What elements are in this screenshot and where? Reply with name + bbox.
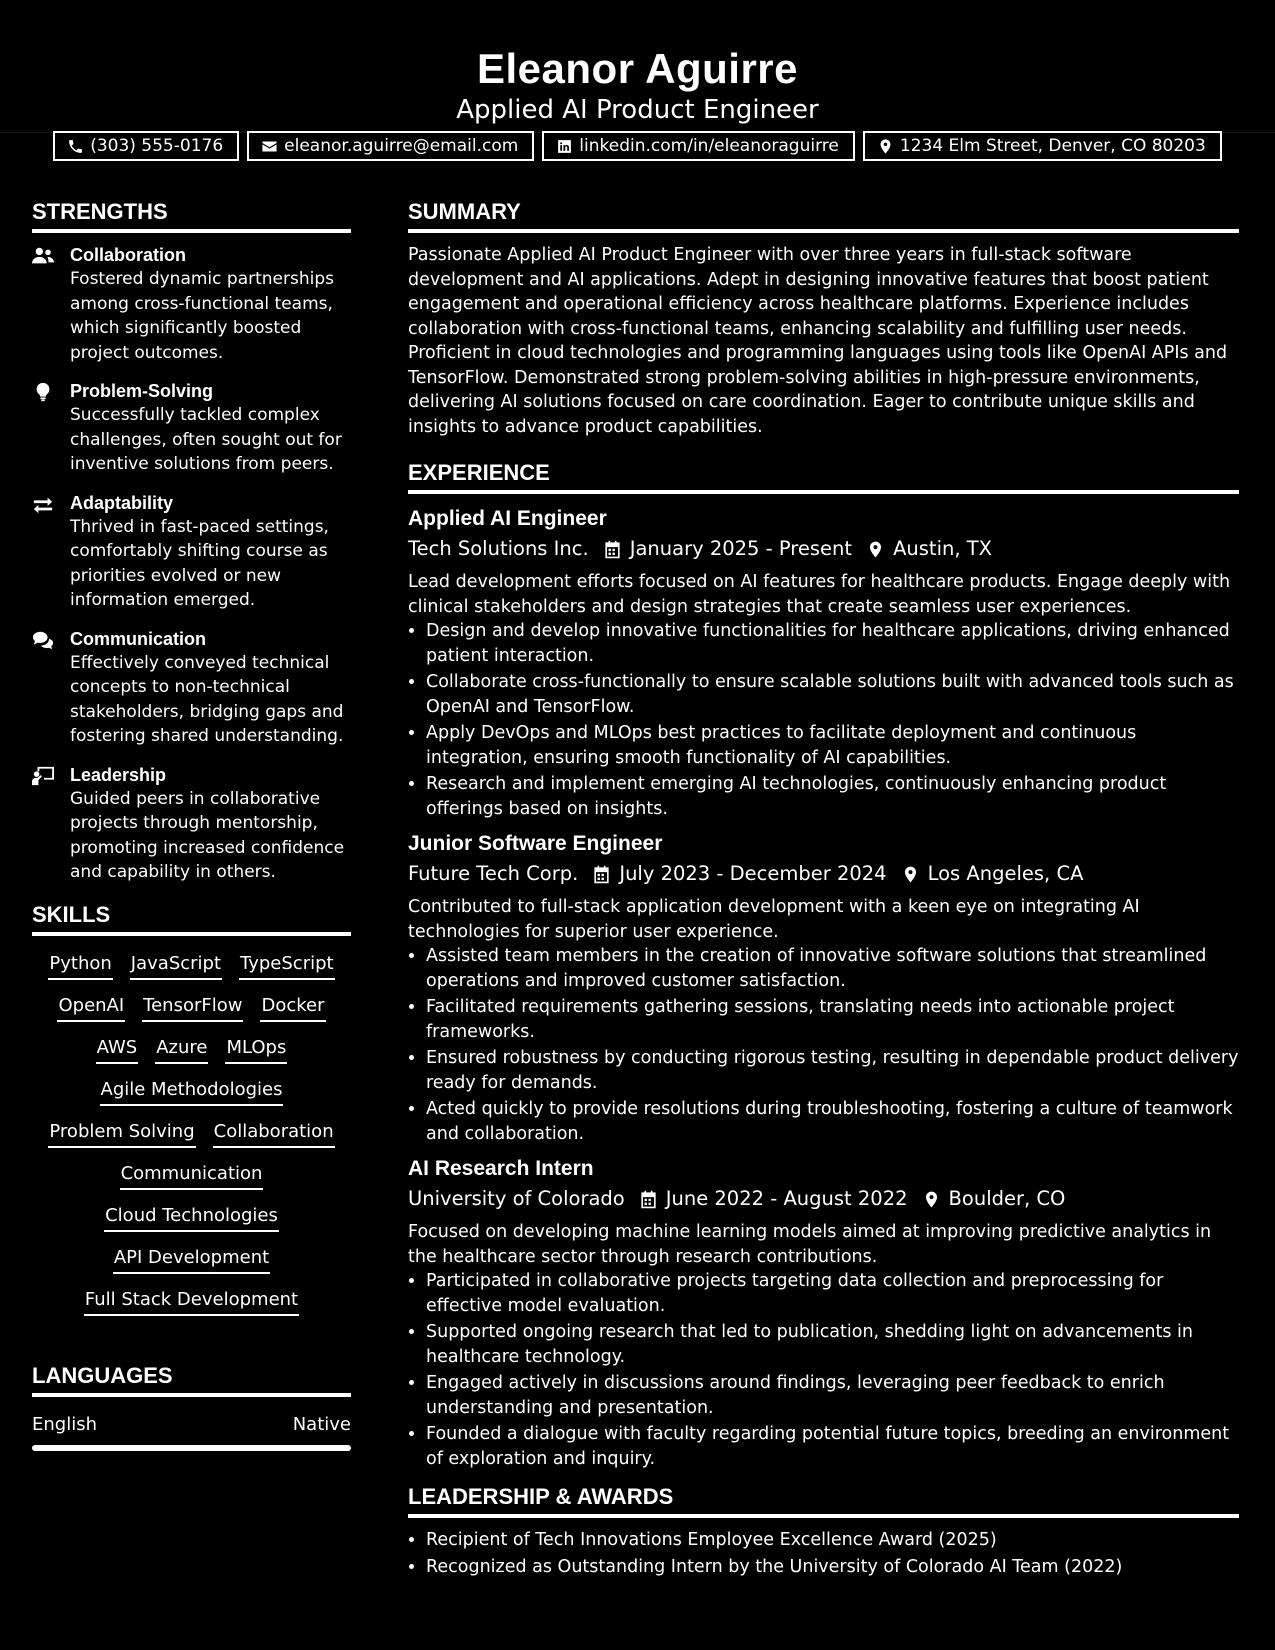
- job-dates: July 2023 - December 2024: [619, 862, 887, 885]
- strength-desc: Successfully tackled complex challenges, often sought out for inventive solutions from peers.: [70, 405, 342, 474]
- job-company: Future Tech Corp.: [408, 862, 579, 885]
- users-icon: [32, 246, 54, 266]
- skill-tag: OpenAI: [57, 992, 125, 1022]
- linkedin-icon: [556, 138, 573, 155]
- job-description: Focused on developing machine learning models aimed at improving predictive analytics in the healthcare sector through research contributions.: [408, 1222, 1212, 1267]
- language-name: English: [32, 1413, 97, 1435]
- skill-tag: Python: [48, 950, 112, 980]
- contact-address: [863, 131, 1222, 161]
- language-level: Native: [292, 1413, 351, 1435]
- job-company: Tech Solutions Inc.: [408, 537, 589, 560]
- job-bullet: • Engaged actively in discussions around findings, leveraging peer feedback to enrich understanding and presentation.: [426, 1371, 1239, 1420]
- skill-row: [113, 1244, 270, 1274]
- skill-row: [57, 992, 325, 1022]
- calendar-icon: [639, 1190, 658, 1209]
- job-bullet: • Design and develop innovative functionalities for healthcare applications, driving enhanced patient interaction.: [426, 619, 1239, 668]
- job-bullet: • Founded a dialogue with faculty regarding potential future topics, breeding an environment of exploration and inquiry.: [426, 1422, 1239, 1471]
- job-title: AI Research Intern: [408, 1157, 594, 1180]
- job-location: Boulder, CO: [948, 1187, 1066, 1210]
- job-bullet: • Supported ongoing research that led to publication, shedding light on advancements in healthcare technology.: [426, 1320, 1239, 1369]
- contact-email[interactable]: [247, 131, 534, 161]
- skill-row: [100, 1076, 284, 1106]
- chat-bubbles-icon: [32, 630, 54, 650]
- map-pin-icon: [922, 1190, 941, 1209]
- contact-linkedin-text: linkedin.com/in/eleanoraguirre: [579, 136, 839, 156]
- job-title: Applied AI Engineer: [408, 507, 607, 530]
- skill-row: [84, 1286, 299, 1316]
- calendar-icon: [603, 540, 622, 559]
- language-proficiency-bar: [32, 1445, 351, 1451]
- candidate-title: Applied AI Product Engineer: [456, 95, 819, 125]
- strength-title: Problem-Solving: [70, 381, 214, 401]
- skill-tag: Communication: [120, 1160, 264, 1190]
- strengths-heading: STRENGTHS: [32, 196, 351, 233]
- lightbulb-icon: [32, 382, 54, 402]
- job-bullets: [408, 619, 1239, 821]
- job-title: Junior Software Engineer: [408, 832, 663, 855]
- skills-heading: SKILLS: [32, 899, 351, 936]
- calendar-icon: [592, 865, 611, 884]
- skill-tag: AWS: [96, 1034, 139, 1064]
- job-dates: June 2022 - August 2022: [665, 1187, 908, 1210]
- job-bullet: • Ensured robustness by conducting rigorous testing, resulting in dependable product delivery ready for demands.: [426, 1046, 1239, 1095]
- skill-row: [120, 1160, 264, 1190]
- experience-heading: EXPERIENCE: [408, 457, 1239, 494]
- skills-cloud: [32, 946, 351, 1316]
- job-bullets: [408, 1269, 1239, 1471]
- job-location: Austin, TX: [893, 537, 993, 560]
- job-description: Lead development efforts focused on AI features for healthcare products. Engage deeply with clinical stakeholders and design strategies that create seamless user experiences.: [408, 572, 1231, 617]
- envelope-icon: [261, 138, 278, 155]
- map-pin-icon: [877, 138, 894, 155]
- presenter-icon: [32, 766, 54, 786]
- job-bullet: • Apply DevOps and MLOps best practices to facilitate deployment and continuous integration, ensuring smooth functionality of AI capabilities.: [426, 721, 1239, 770]
- skill-tag: TensorFlow: [142, 992, 243, 1022]
- skill-row: [96, 1034, 288, 1064]
- strength-title: Communication: [70, 628, 207, 649]
- candidate-name: Eleanor Aguirre: [476, 45, 799, 92]
- strength-title: Leadership: [70, 764, 167, 785]
- job-bullets: [408, 944, 1239, 1146]
- job-company: University of Colorado: [408, 1187, 625, 1210]
- job-entry: [408, 504, 1239, 821]
- strength-item: [32, 491, 351, 613]
- job-meta: [408, 859, 1239, 889]
- strength-item: [32, 627, 351, 749]
- exchange-arrows-icon: [32, 494, 54, 514]
- skill-row: [48, 1118, 334, 1148]
- skill-tag: TypeScript: [239, 950, 335, 980]
- left-column: [32, 196, 351, 1451]
- skill-tag: Cloud Technologies: [104, 1202, 279, 1232]
- strength-item: [32, 379, 351, 477]
- job-description: Contributed to full-stack application development with a keen eye on integrating AI technologies for superior user experience.: [408, 897, 1140, 942]
- strength-item: [32, 763, 351, 885]
- job-bullet: • Participated in collaborative projects targeting data collection and preprocessing for effective model evaluation.: [426, 1269, 1239, 1318]
- award-item: • Recipient of Tech Innovations Employee Excellence Award (2025): [426, 1528, 1239, 1553]
- strength-title: Adaptability: [70, 492, 174, 513]
- language-item: [32, 1411, 351, 1439]
- languages-heading: LANGUAGES: [32, 1360, 351, 1397]
- summary-heading: SUMMARY: [408, 196, 1239, 233]
- job-entry: [408, 1154, 1239, 1471]
- map-pin-icon: [901, 865, 920, 884]
- contact-linkedin[interactable]: [542, 131, 855, 161]
- map-pin-icon: [866, 540, 885, 559]
- right-column: [408, 196, 1239, 1581]
- phone-icon: [67, 138, 84, 155]
- contact-bar: [0, 131, 1275, 161]
- contact-phone-text: (303) 555-0176: [90, 136, 224, 156]
- contact-phone[interactable]: [53, 131, 239, 161]
- skill-row: [48, 950, 334, 980]
- skill-tag: Docker: [260, 992, 325, 1022]
- resume-header: [0, 0, 1275, 156]
- strength-title: Collaboration: [70, 245, 186, 265]
- skill-row: [104, 1202, 279, 1232]
- skill-tag: Collaboration: [213, 1118, 335, 1148]
- job-bullet: • Collaborate cross-functionally to ensure scalable solutions built with advanced tools such as OpenAI and TensorFlow.: [426, 670, 1239, 719]
- award-item: • Recognized as Outstanding Intern by the University of Colorado AI Team (2022): [426, 1555, 1239, 1580]
- job-location: Los Angeles, CA: [927, 862, 1084, 885]
- strength-desc: Guided peers in collaborative projects through mentorship, promoting increased confidence and capability in others.: [70, 788, 345, 882]
- skill-tag: Full Stack Development: [84, 1286, 299, 1316]
- skill-tag: Agile Methodologies: [100, 1076, 284, 1106]
- skill-tag: Problem Solving: [48, 1118, 195, 1148]
- awards-list: [408, 1528, 1239, 1579]
- contact-address-text: 1234 Elm Street, Denver, CO 80203: [899, 136, 1206, 156]
- summary-text: Passionate Applied AI Product Engineer with over three years in full-stack software development and AI applications. Adept in designing innovative features that boost patient engagement and operational efficiency across healthcare platforms. Experience includes collaboration with cross-functional teams, enhancing scalability and fulfilling user needs. Proficient in cloud technologies and programming languages using tools like OpenAI APIs and TensorFlow. Demonstrated strong problem-solving abilities in high-pressure environments, delivering AI solutions focused on care coordination. Eager to contribute unique skills and insights to advance product capabilities.: [408, 245, 1228, 437]
- job-meta: [408, 1184, 1239, 1214]
- job-dates: January 2025 - Present: [629, 537, 853, 560]
- strength-desc: Thrived in fast-paced settings, comfortably shifting course as priorities evolved or new information emerged.: [70, 516, 329, 610]
- contact-email-text: eleanor.aguirre@email.com: [284, 136, 519, 156]
- skill-tag: MLOps: [225, 1034, 287, 1064]
- job-bullet: • Research and implement emerging AI technologies, continuously enhancing product offerings based on insights.: [426, 772, 1239, 821]
- skill-tag: API Development: [113, 1244, 270, 1274]
- job-bullet: • Facilitated requirements gathering sessions, translating needs into actionable project frameworks.: [426, 995, 1239, 1044]
- skill-tag: JavaScript: [130, 950, 222, 980]
- job-meta: [408, 534, 1239, 564]
- job-bullet: • Assisted team members in the creation of innovative software solutions that streamlined operations and improved customer satisfaction.: [426, 944, 1239, 993]
- skill-tag: Azure: [155, 1034, 208, 1064]
- strength-desc: Fostered dynamic partnerships among cross-functional teams, which significantly boosted project outcomes.: [70, 269, 334, 363]
- awards-heading: LEADERSHIP & AWARDS: [408, 1481, 1239, 1518]
- job-bullet: • Acted quickly to provide resolutions during troubleshooting, fostering a culture of teamwork and collaboration.: [426, 1097, 1239, 1146]
- strength-desc: Effectively conveyed technical concepts to non-technical stakeholders, bridging gaps and fostering shared understanding.: [70, 652, 344, 746]
- strength-item: [32, 243, 351, 365]
- job-entry: [408, 829, 1239, 1146]
